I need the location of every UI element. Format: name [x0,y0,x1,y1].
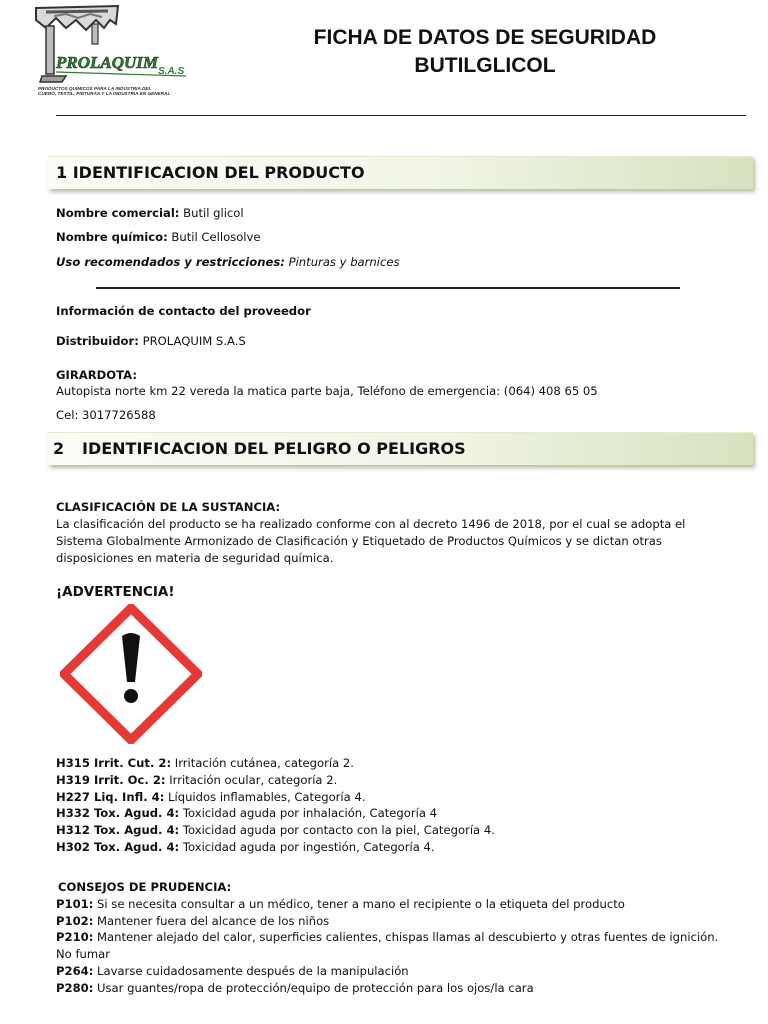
uso-value: Pinturas y barnices [288,255,400,269]
section-2-number: 2 [53,439,65,458]
uso-row [56,254,400,270]
section-2-heading: IDENTIFICACION DEL PELIGRO O PELIGROS [82,439,466,458]
hazard-code: H302 Tox. Agud. 4: [56,839,180,854]
title-line-2: BUTILGLICOL [414,54,556,77]
precaution-text: Usar guantes/ropa de protección/equipo de protección para los ojos/la cara [93,980,534,995]
exclamation-mark-icon [60,604,202,744]
logo-suffix: S.A.S [158,66,185,77]
precaution-code: P101: [56,896,94,911]
hazard-item [56,805,495,822]
title-line-1: FICHA DE DATOS DE SEGURIDAD [313,26,657,49]
clasificacion-line: Sistema Globalmente Armonizado de Clasificación y Etiquetado de Productos Químicos y se dictan otras [56,534,662,548]
clasificacion-line: La clasificación del producto se ha realizado conforme con al decreto 1496 de 2018, por el cual se adopta el [56,517,686,531]
hazard-text: Irritación ocular, categoría 2. [165,772,338,787]
hazard-item [56,755,495,772]
logo-tagline [38,86,198,96]
hazard-code: H227 Liq. Infl. 4: [56,789,165,804]
hazard-text: Toxicidad aguda por inhalación, Categoría 4 [179,806,437,821]
precaution-item [56,896,736,913]
clasificacion-label: CLASIFICACIÓN DE LA SUSTANCIA: [56,500,281,514]
hazard-code: H315 Irrit. Cut. 2: [56,756,172,770]
uso-label: Uso recomendados y restricciones: [56,255,285,269]
advertencia-label: ¡ADVERTENCIA! [56,584,175,600]
hazard-text: Irritación cutánea, categoría 2. [171,756,354,770]
hazard-text: Toxicidad aguda por ingestión, Categoría 4. [179,839,435,854]
precaution-text: Mantener fuera del alcance de los niños [93,913,330,928]
contacto-label: Información de contacto del proveedor [56,304,311,318]
hazard-item [56,789,495,806]
clasificacion-block [56,499,726,567]
document-title [250,24,720,80]
header-divider [56,115,746,116]
nombre-quimico-label: Nombre químico: [56,230,168,244]
cel: Cel: 3017726588 [56,408,156,422]
precaution-code: P264: [56,963,94,978]
nombre-quimico-value: Butil Cellosolve [171,230,261,244]
hazard-code: H332 Tox. Agud. 4: [56,806,180,821]
hazard-list [56,755,495,856]
precaution-text: Lavarse cuidadosamente después de la manipulación [93,963,409,978]
precaution-item [56,963,736,980]
consejos-label: CONSEJOS DE PRUDENCIA: [58,880,232,894]
nombre-quimico-row [56,229,261,245]
hazard-item [56,822,495,839]
precaution-code: P280: [56,980,94,995]
precaution-code: P102: [56,913,94,928]
precaution-text: Mantener alejado del calor, superficies calientes, chispas llamas al descubierto y otras fuentes de ignición. [93,930,719,945]
hazard-text: Líquidos inflamables, Categoría 4. [164,789,366,804]
precaution-text: Si se necesita consultar a un médico, tener a mano el recipiente o la etiqueta del producto [93,896,625,911]
distribuidor-label: Distribuidor: [56,334,139,348]
hazard-item [56,839,495,856]
precaution-item [56,946,736,963]
ciudad: GIRARDOTA: [56,368,137,382]
nombre-comercial-label: Nombre comercial: [56,206,180,220]
distribuidor-row [56,333,246,349]
hazard-code: H312 Tox. Agud. 4: [56,823,180,838]
precaution-item [56,929,736,946]
logo-tagline-2: CUERO, TEXTIL, PINTURAS Y LA INDUSTRIA EN GENERAL [38,91,171,97]
nombre-comercial-row [56,205,244,221]
direccion: Autopista norte km 22 vereda la matica parte baja, Teléfono de emergencia: (064) 408 65 05 [56,384,598,398]
prolaquim-logo [26,2,196,98]
hazard-item [56,772,495,789]
precaution-code: P210: [56,930,94,945]
clasificacion-line: disposiciones en materia de seguridad química. [56,551,334,565]
section-2-banner [48,432,753,465]
section-1-banner [48,156,753,189]
distribuidor-value: PROLAQUIM S.A.S [142,334,246,348]
section-1-divider [96,287,680,289]
precaution-item [56,980,736,997]
logo-brand: PROLAQUIM [56,53,159,72]
precaution-item [56,913,736,930]
precaution-text: No fumar [56,947,111,962]
precaution-list [56,879,736,997]
nombre-comercial-value: Butil glicol [183,206,244,220]
section-1-heading: 1 IDENTIFICACION DEL PRODUCTO [56,163,365,182]
logo-tagline-1: PRODUCTOS QUIMICOS PARA LA INDUSTRIA DEL [38,86,152,91]
hazard-code: H319 Irrit. Oc. 2: [56,772,166,787]
hazard-text: Toxicidad aguda por contacto con la piel, Categoría 4. [179,823,495,838]
